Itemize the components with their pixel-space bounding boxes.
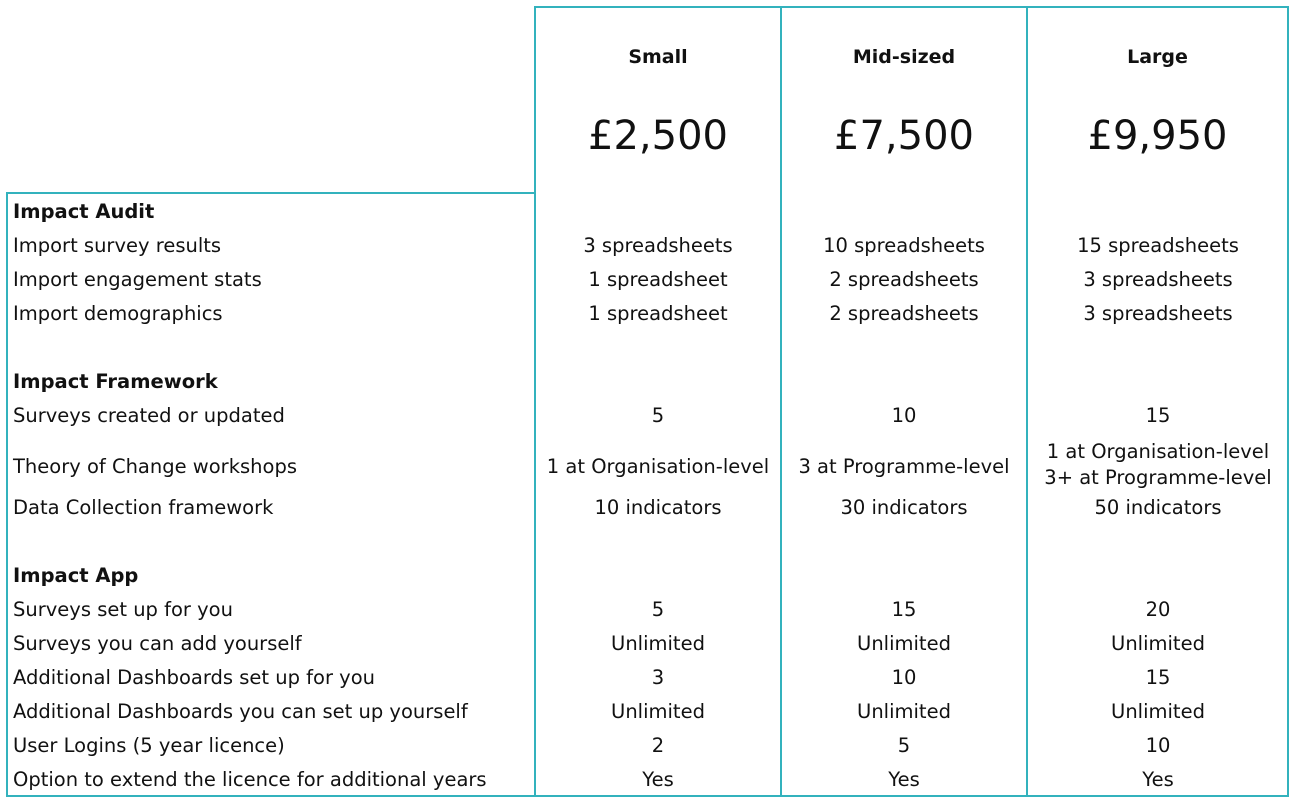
table-cell: 1 at Organisation-level [546,455,770,478]
table-cell: Unlimited [1111,700,1205,723]
table-cell: Unlimited [611,632,705,655]
table-cell: 5 [897,734,911,757]
plan-price: £9,950 [1087,113,1228,159]
table-cell: 15 [891,598,917,621]
plan-price: £7,500 [834,113,974,159]
table-cell: 10 [891,404,917,427]
row-label: Surveys you can add yourself [13,632,302,655]
row-label: User Logins (5 year licence) [13,734,285,757]
table-cell: 10 indicators [594,496,722,519]
row-label: Option to extend the licence for additional years [13,768,487,791]
table-cell: 1 spreadsheet [588,302,728,325]
plan-name: Large [1127,46,1188,68]
table-cell: 3 spreadsheets [583,234,733,257]
table-cell: 3 spreadsheets [1083,302,1233,325]
table-cell: Unlimited [611,700,705,723]
table-cell: 2 spreadsheets [829,268,979,291]
table-cell: 10 spreadsheets [823,234,985,257]
table-cell: 3 spreadsheets [1083,268,1233,291]
row-label: Surveys set up for you [13,598,233,621]
row-label: Import survey results [13,234,222,257]
plan-name: Mid-sized [852,46,956,68]
table-cell: 20 [1145,598,1171,621]
row-label: Additional Dashboards set up for you [13,666,376,689]
section-title: Impact Framework [13,370,218,393]
table-cell: 2 [651,734,665,757]
table-cell: 15 spreadsheets [1077,234,1239,257]
row-label: Import demographics [13,302,223,325]
row-label: Theory of Change workshops [13,455,297,478]
table-cell: 5 [651,404,665,427]
table-cell: Yes [1142,768,1174,791]
table-cell: 15 [1145,666,1171,689]
table-cell: Unlimited [1111,632,1205,655]
table-cell: 30 indicators [840,496,968,519]
table-cell: 10 [891,666,917,689]
row-label: Surveys created or updated [13,404,285,427]
table-cell: Unlimited [857,700,951,723]
table-cell: 5 [651,598,665,621]
section-title: Impact Audit [13,200,155,223]
table-cell: 15 [1145,404,1171,427]
section-title: Impact App [13,564,139,587]
plan-price: £2,500 [588,113,728,159]
table-cell: 1 spreadsheet [588,268,728,291]
row-label: Import engagement stats [13,268,262,291]
table-cell: 1 at Organisation-level 3+ at Programme-level [1044,440,1272,489]
table-cell: Yes [642,768,674,791]
table-cell: Yes [888,768,920,791]
row-label: Additional Dashboards you can set up yourself [13,700,468,723]
table-cell: 3 at Programme-level [798,455,1010,478]
table-cell: 50 indicators [1094,496,1222,519]
table-cell: 10 [1145,734,1171,757]
table-cell: 2 spreadsheets [829,302,979,325]
table-cell: Unlimited [857,632,951,655]
plan-name: Small [628,46,688,68]
row-label: Data Collection framework [13,496,274,519]
table-cell: 3 [651,666,665,689]
